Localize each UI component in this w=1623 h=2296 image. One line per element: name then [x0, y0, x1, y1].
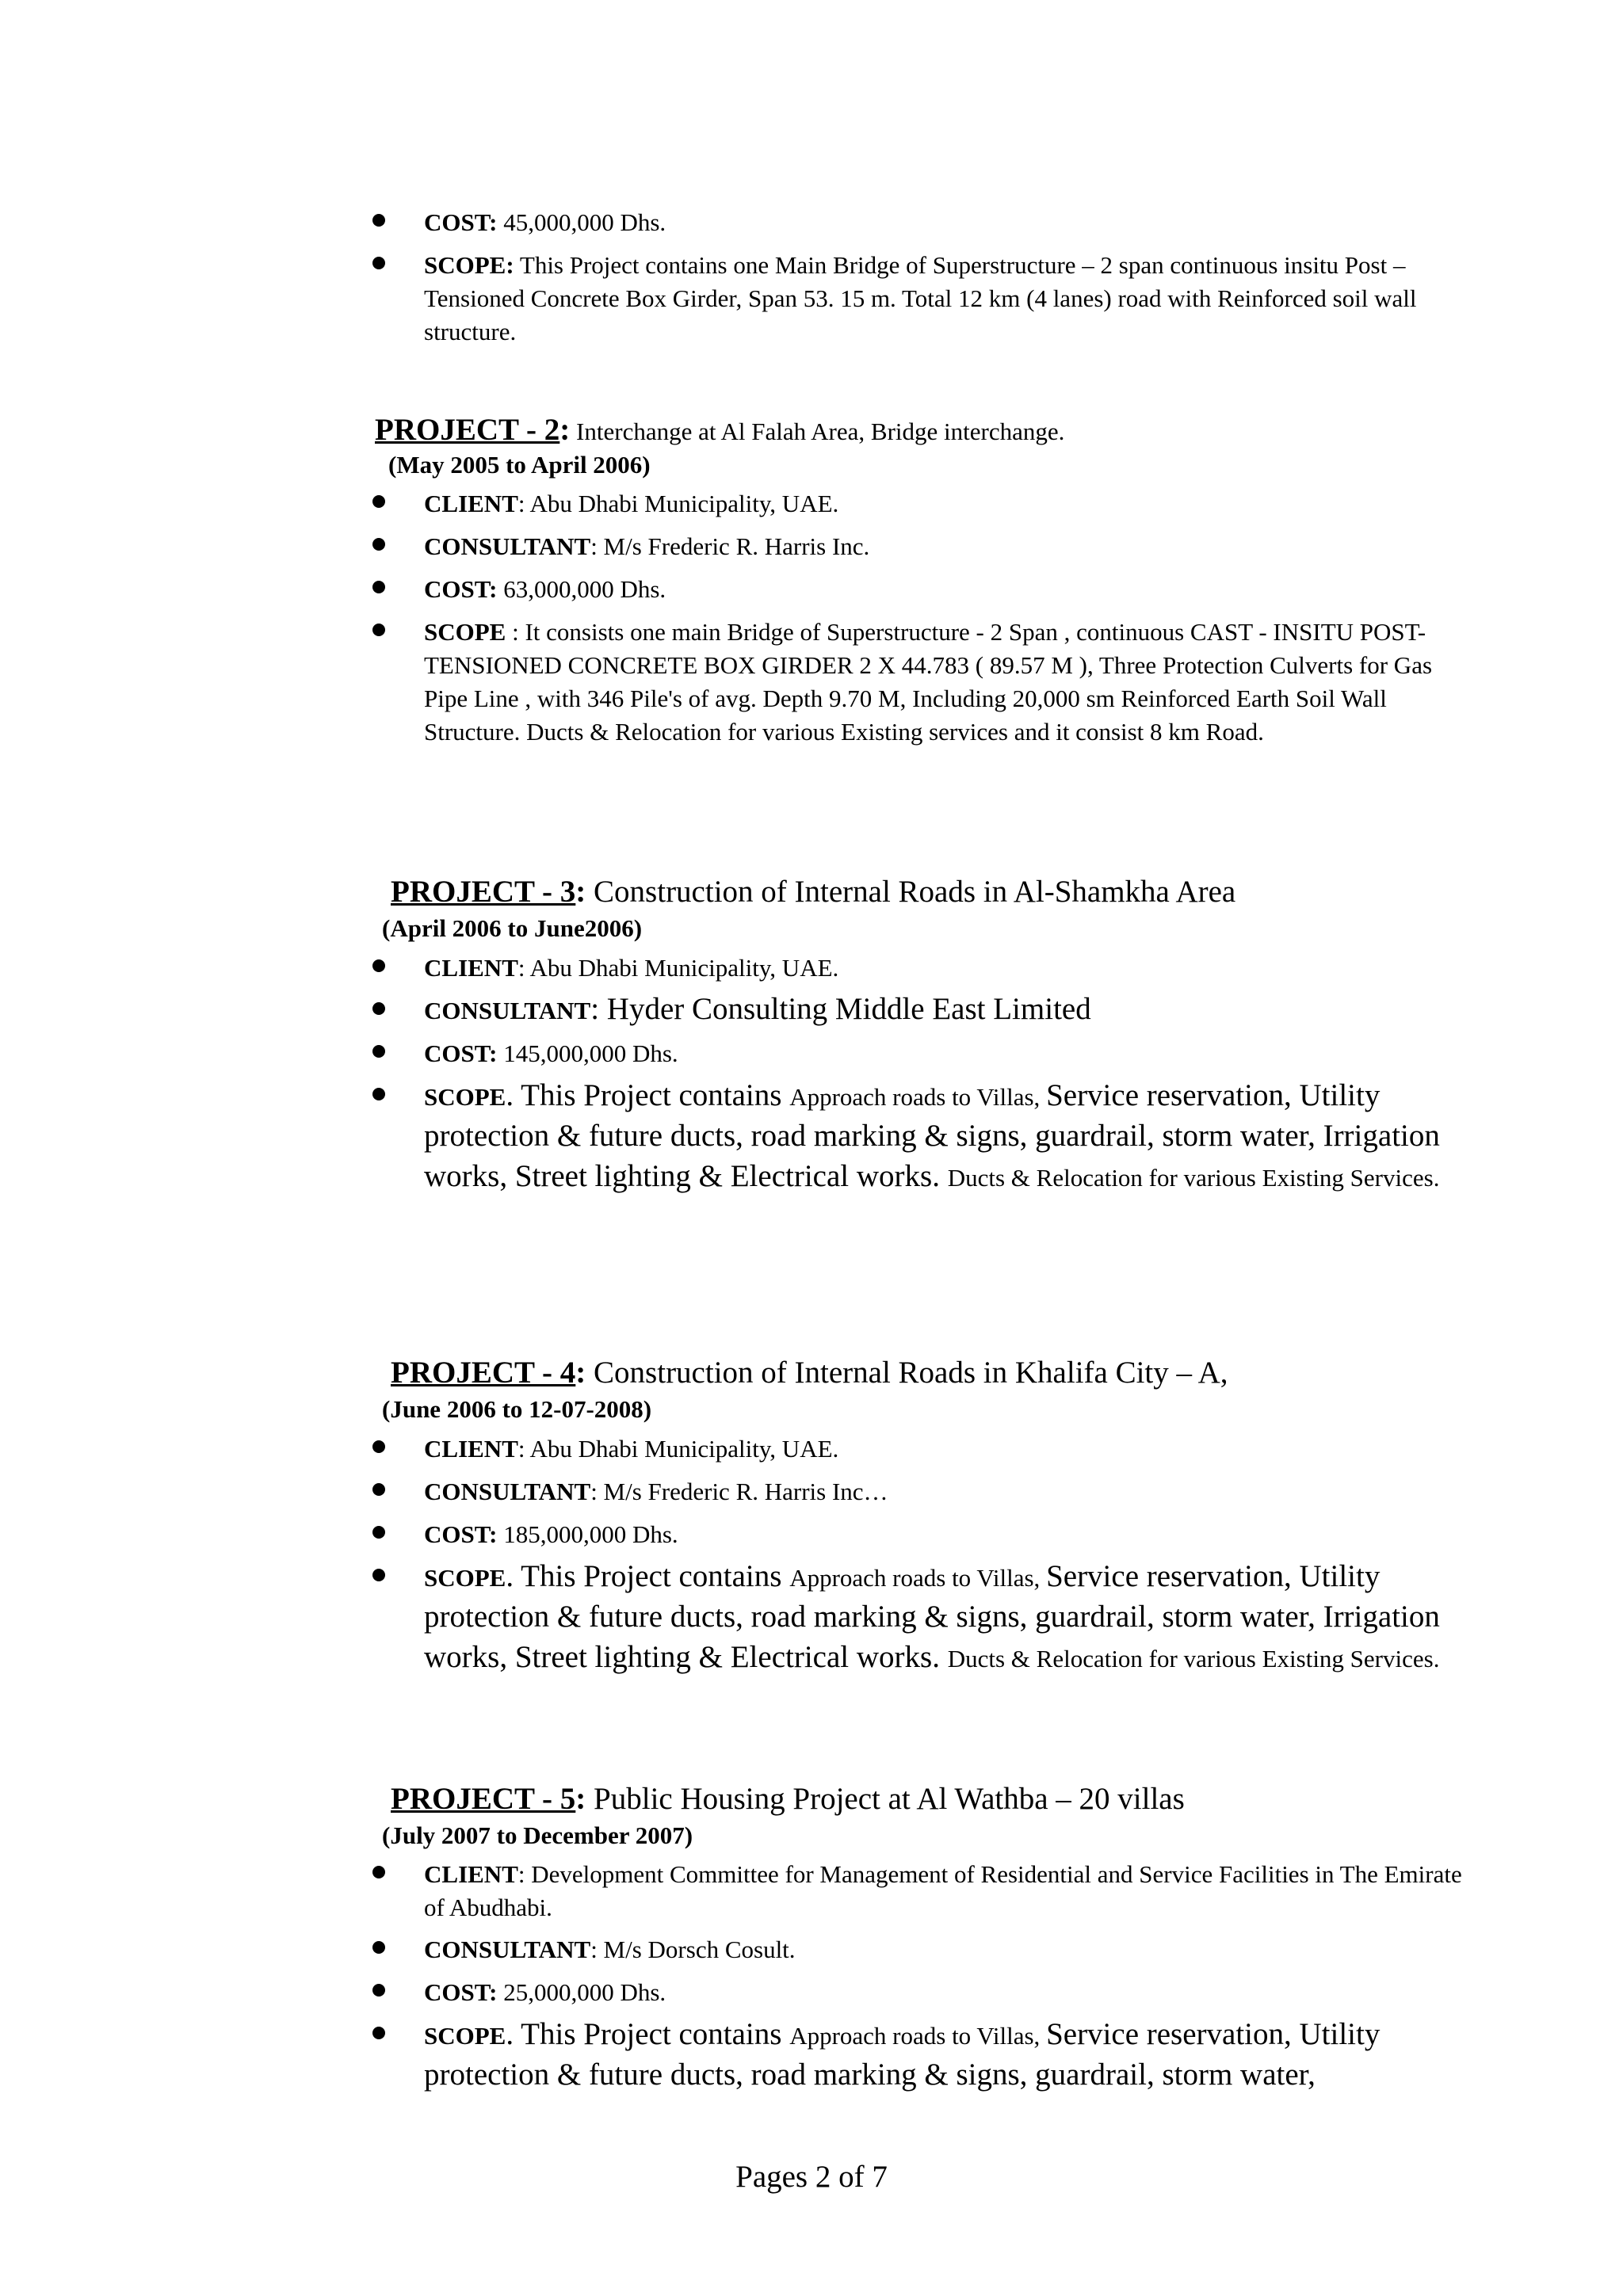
- scope-text: : It consists one main Bridge of Superstructure - 2 Span , continuous CAST - INSITU POST-TENSIONED CONCRETE BOX GIRDER 2 X 44.783 ( 89.57 M ), Three Protection Culverts for Gas Pipe Line , with 346 Pile's of avg. Depth 9.70 M, Including 20,000 sm Reinforced Earth Soil Wall Structure. Ducts & Relocation for various Existing services and it consist 8 km Road.: [424, 618, 1433, 746]
- heading-colon: :: [575, 1356, 586, 1390]
- consultant-value: : Hyder Consulting Middle East Limited: [590, 992, 1091, 1026]
- heading-colon: :: [575, 1782, 586, 1816]
- consultant-line: [424, 530, 1470, 563]
- bullet-icon: [372, 1002, 385, 1015]
- scope-text: . This Project contains: [506, 2017, 790, 2051]
- bullet-icon: [372, 2027, 385, 2039]
- cost-value: 25,000,000 Dhs.: [497, 1978, 666, 2006]
- client-line: [424, 1858, 1470, 1924]
- bullet-icon: [372, 1984, 385, 1997]
- scope-text: Service reservation, Utility protection & future ducts, road marking & signs, guardrail, storm water,: [424, 2017, 1381, 2092]
- consultant-label: CONSULTANT: [424, 1936, 591, 1963]
- scope-label: SCOPE:: [424, 251, 514, 279]
- client-line: [424, 1432, 1470, 1466]
- consultant-label: CONSULTANT: [424, 1478, 591, 1505]
- bullet-icon: [372, 1941, 385, 1954]
- consultant-value: : M/s Frederic R. Harris Inc.: [590, 532, 870, 560]
- project-title: Construction of Internal Roads in Al-Shamkha Area: [586, 875, 1236, 909]
- scope-label: SCOPE: [424, 618, 506, 646]
- scope-line: [424, 1076, 1470, 1197]
- client-label: CLIENT: [424, 1435, 518, 1463]
- bullet-icon: [372, 624, 385, 636]
- client-label: CLIENT: [424, 490, 518, 517]
- scope-text: Approach roads to Villas,: [789, 1564, 1047, 1592]
- bullet-icon: [372, 1569, 385, 1581]
- client-value: : Abu Dhabi Municipality, UAE.: [517, 490, 839, 517]
- consultant-line: [424, 1475, 1470, 1508]
- scope-text: Service reservation, Utility protection & future ducts, road marking & signs, guardrail, storm water, Irrigation works, Street lighting & Electrical works.: [424, 1078, 1440, 1193]
- bullet-icon: [372, 1483, 385, 1496]
- project-title: Interchange at Al Falah Area, Bridge interchange.: [570, 418, 1065, 445]
- consultant-line: [424, 1933, 1470, 1966]
- cost-label: COST:: [424, 208, 498, 236]
- scope-text: Ducts & Relocation for various Existing Services.: [947, 1645, 1440, 1672]
- cost-value: 45,000,000 Dhs.: [497, 208, 666, 236]
- bullet-icon: [372, 495, 385, 508]
- scope-label: SCOPE: [424, 2022, 506, 2050]
- page-number: Pages 2 of 7: [735, 2160, 888, 2194]
- client-line: [424, 952, 1470, 985]
- project-label: PROJECT - 5: [391, 1782, 576, 1816]
- cost-line: [424, 1976, 1470, 2009]
- scope-text: Ducts & Relocation for various Existing Services.: [947, 1164, 1440, 1192]
- project-title: Public Housing Project at Al Wathba – 20 villas: [586, 1782, 1185, 1816]
- cost-line: [424, 1518, 1470, 1551]
- cost-line: [424, 1037, 1470, 1070]
- cost-label: COST:: [424, 1039, 498, 1067]
- bullet-icon: [372, 1088, 385, 1100]
- client-value: : Development Committee for Management of Residential and Service Facilities in The Emirate of Abudhabi.: [424, 1860, 1462, 1921]
- client-value: : Abu Dhabi Municipality, UAE.: [517, 1435, 839, 1463]
- consultant-value: : M/s Frederic R. Harris Inc…: [590, 1478, 888, 1505]
- scope-line: [424, 1557, 1470, 1678]
- bullet-icon: [372, 1440, 385, 1453]
- heading-colon: :: [559, 413, 571, 447]
- heading-colon: :: [575, 875, 586, 909]
- project-heading: [375, 412, 1064, 450]
- scope-label: SCOPE: [424, 1083, 506, 1111]
- project-heading: [391, 1355, 1228, 1391]
- bullet-icon: [372, 959, 385, 972]
- bullet-icon: [372, 1526, 385, 1539]
- project-label: PROJECT - 3: [391, 875, 576, 909]
- project-dates: (May 2005 to April 2006): [388, 451, 651, 479]
- scope-text: Service reservation, Utility protection & future ducts, road marking & signs, guardrail, storm water, Irrigation works, Street lighting & Electrical works.: [424, 1559, 1440, 1674]
- scope-text: Approach roads to Villas,: [789, 1083, 1047, 1111]
- bullet-icon: [372, 538, 385, 551]
- bullet-icon: [372, 581, 385, 593]
- project-dates: (April 2006 to June2006): [382, 914, 643, 942]
- scope-text: . This Project contains: [506, 1559, 790, 1593]
- consultant-label: CONSULTANT: [424, 532, 591, 560]
- cost-value: 63,000,000 Dhs.: [497, 575, 666, 603]
- bullet-icon: [372, 214, 385, 227]
- cost-label: COST:: [424, 1978, 498, 2006]
- cost-value: 145,000,000 Dhs.: [497, 1039, 678, 1067]
- bullet-icon: [372, 1866, 385, 1878]
- cost-label: COST:: [424, 575, 498, 603]
- bullet-icon: [372, 257, 385, 269]
- project-heading: [391, 874, 1235, 910]
- client-value: : Abu Dhabi Municipality, UAE.: [517, 954, 839, 982]
- cost-label: COST:: [424, 1520, 498, 1548]
- project-label: PROJECT - 2: [375, 413, 560, 447]
- consultant-label: CONSULTANT: [424, 997, 591, 1024]
- scope-text: . This Project contains: [506, 1078, 790, 1112]
- cost-value: 185,000,000 Dhs.: [497, 1520, 678, 1548]
- bullet-icon: [372, 1045, 385, 1058]
- client-label: CLIENT: [424, 1860, 518, 1888]
- project-title: Construction of Internal Roads in Khalifa City – A,: [586, 1356, 1228, 1390]
- client-label: CLIENT: [424, 954, 518, 982]
- consultant-value: : M/s Dorsch Cosult.: [590, 1936, 796, 1963]
- scope-line: [424, 2015, 1470, 2096]
- scope-text: Approach roads to Villas,: [789, 2022, 1047, 2050]
- scope-label: SCOPE: [424, 1564, 506, 1592]
- consultant-line: [424, 993, 1470, 1028]
- scope-line: [424, 616, 1470, 749]
- cost-line: [424, 573, 1470, 606]
- scope-text: This Project contains one Main Bridge of Superstructure – 2 span continuous insitu Post – Tensioned Concrete Box Girder, Span 53. 15 m. Total 12 km (4 lanes) road with Reinforced soil wall structure.: [424, 251, 1417, 345]
- project-heading: [391, 1781, 1185, 1817]
- client-line: [424, 487, 1470, 521]
- project-dates: (July 2007 to December 2007): [382, 1821, 693, 1849]
- project-label: PROJECT - 4: [391, 1356, 576, 1390]
- project-dates: (June 2006 to 12-07-2008): [382, 1395, 652, 1423]
